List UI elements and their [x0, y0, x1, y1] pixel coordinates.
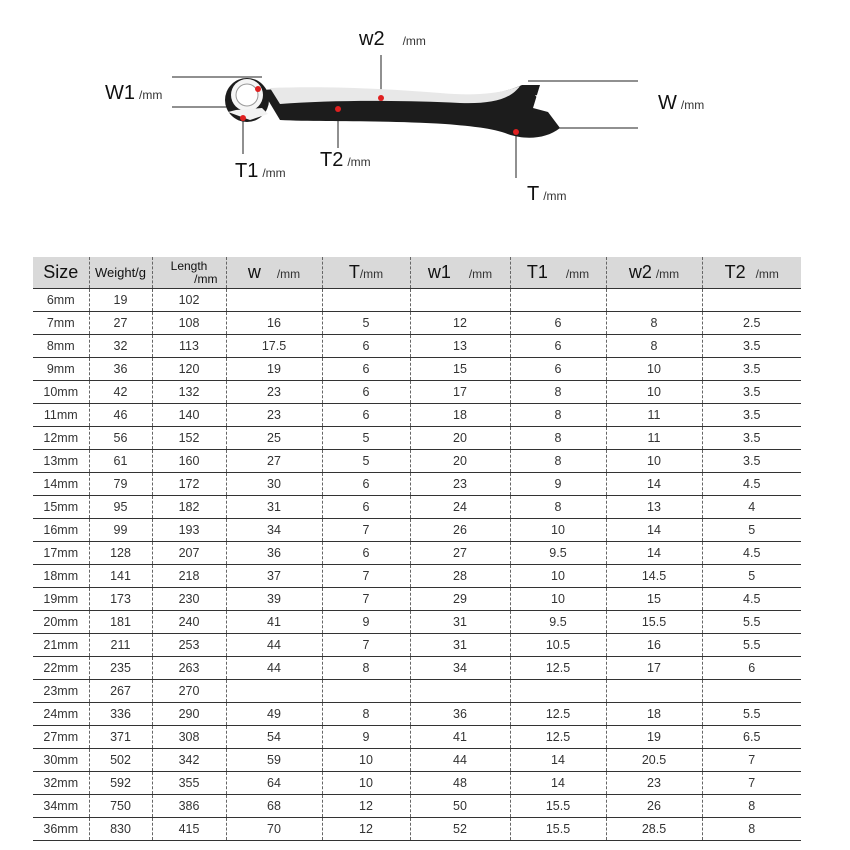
cell-T1: 15.5	[510, 818, 606, 841]
cell-w1: 31	[410, 611, 510, 634]
cell-T: 9	[322, 726, 410, 749]
cell-w: 16	[226, 312, 322, 335]
table-row	[33, 289, 801, 312]
cell-size: 17mm	[33, 542, 89, 565]
cell-w: 37	[226, 565, 322, 588]
header-T1: T1 /mm	[510, 257, 606, 289]
cell-size: 24mm	[33, 703, 89, 726]
cell-T1: 10.5	[510, 634, 606, 657]
cell-T2: 5.5	[702, 703, 801, 726]
cell-T	[322, 289, 410, 312]
table-row	[33, 473, 801, 496]
table-row	[33, 381, 801, 404]
cell-length: 290	[152, 703, 226, 726]
header-w: w /mm	[226, 257, 322, 289]
cell-length: 253	[152, 634, 226, 657]
cell-size: 27mm	[33, 726, 89, 749]
cell-T: 5	[322, 427, 410, 450]
cell-w	[226, 680, 322, 703]
cell-weight: 592	[89, 772, 152, 795]
cell-w1: 23	[410, 473, 510, 496]
cell-w1: 24	[410, 496, 510, 519]
cell-T2: 8	[702, 795, 801, 818]
cell-T2: 8	[702, 818, 801, 841]
cell-T1: 10	[510, 519, 606, 542]
cell-T: 6	[322, 404, 410, 427]
cell-w: 44	[226, 634, 322, 657]
cell-w: 17.5	[226, 335, 322, 358]
table-header-row	[33, 257, 801, 289]
table-row	[33, 588, 801, 611]
label-T2: T2 /mm	[320, 149, 371, 171]
cell-length: 308	[152, 726, 226, 749]
cell-w1: 27	[410, 542, 510, 565]
header-T: T/mm	[322, 257, 410, 289]
table-row	[33, 634, 801, 657]
cell-w1: 52	[410, 818, 510, 841]
table-row	[33, 726, 801, 749]
cell-length: 102	[152, 289, 226, 312]
cell-T2: 5.5	[702, 634, 801, 657]
cell-w2: 16	[606, 634, 702, 657]
cell-w1: 12	[410, 312, 510, 335]
cell-w2: 8	[606, 335, 702, 358]
table-row	[33, 657, 801, 680]
cell-w: 23	[226, 381, 322, 404]
cell-w: 36	[226, 542, 322, 565]
cell-T: 6	[322, 473, 410, 496]
cell-size: 34mm	[33, 795, 89, 818]
cell-w2: 28.5	[606, 818, 702, 841]
table-row	[33, 519, 801, 542]
cell-w1: 28	[410, 565, 510, 588]
cell-w2: 18	[606, 703, 702, 726]
label-W: W /mm	[658, 92, 705, 114]
cell-weight: 336	[89, 703, 152, 726]
cell-T1: 14	[510, 772, 606, 795]
cell-w2: 23	[606, 772, 702, 795]
table-row	[33, 565, 801, 588]
table-row	[33, 772, 801, 795]
cell-w2: 19	[606, 726, 702, 749]
cell-w: 30	[226, 473, 322, 496]
cell-T: 5	[322, 312, 410, 335]
cell-size: 23mm	[33, 680, 89, 703]
cell-length: 160	[152, 450, 226, 473]
cell-T1: 6	[510, 312, 606, 335]
cell-T: 6	[322, 496, 410, 519]
cell-T: 10	[322, 772, 410, 795]
cell-T: 6	[322, 542, 410, 565]
cell-T2: 6	[702, 657, 801, 680]
table-row	[33, 795, 801, 818]
wrench-diagram	[0, 0, 850, 230]
cell-w2: 11	[606, 404, 702, 427]
cell-length: 182	[152, 496, 226, 519]
cell-weight: 181	[89, 611, 152, 634]
cell-T: 9	[322, 611, 410, 634]
cell-length: 386	[152, 795, 226, 818]
cell-weight: 750	[89, 795, 152, 818]
cell-length: 120	[152, 358, 226, 381]
cell-T: 12	[322, 818, 410, 841]
cell-T: 6	[322, 358, 410, 381]
cell-w: 31	[226, 496, 322, 519]
cell-T: 8	[322, 657, 410, 680]
cell-weight: 173	[89, 588, 152, 611]
cell-T2: 7	[702, 772, 801, 795]
cell-w: 64	[226, 772, 322, 795]
cell-w: 34	[226, 519, 322, 542]
cell-w: 41	[226, 611, 322, 634]
cell-size: 19mm	[33, 588, 89, 611]
cell-length: 240	[152, 611, 226, 634]
table-row	[33, 496, 801, 519]
cell-weight: 141	[89, 565, 152, 588]
cell-size: 21mm	[33, 634, 89, 657]
cell-w2	[606, 289, 702, 312]
cell-T2: 3.5	[702, 381, 801, 404]
cell-T1: 10	[510, 565, 606, 588]
cell-weight: 235	[89, 657, 152, 680]
cell-T: 7	[322, 588, 410, 611]
cell-w: 39	[226, 588, 322, 611]
cell-T1: 12.5	[510, 726, 606, 749]
cell-w2: 15	[606, 588, 702, 611]
cell-weight: 79	[89, 473, 152, 496]
cell-length: 108	[152, 312, 226, 335]
cell-length: 172	[152, 473, 226, 496]
cell-T: 6	[322, 335, 410, 358]
cell-T1: 8	[510, 450, 606, 473]
cell-T: 5	[322, 450, 410, 473]
cell-weight: 32	[89, 335, 152, 358]
cell-w: 25	[226, 427, 322, 450]
cell-T2: 3.5	[702, 404, 801, 427]
cell-size: 12mm	[33, 427, 89, 450]
cell-w2: 13	[606, 496, 702, 519]
cell-T1	[510, 680, 606, 703]
cell-T2: 6.5	[702, 726, 801, 749]
cell-w1: 44	[410, 749, 510, 772]
cell-size: 6mm	[33, 289, 89, 312]
cell-length: 132	[152, 381, 226, 404]
cell-T1: 12.5	[510, 657, 606, 680]
cell-w: 44	[226, 657, 322, 680]
cell-T1: 8	[510, 427, 606, 450]
cell-length: 230	[152, 588, 226, 611]
cell-w1	[410, 680, 510, 703]
cell-w: 54	[226, 726, 322, 749]
cell-T2: 3.5	[702, 427, 801, 450]
cell-T1: 12.5	[510, 703, 606, 726]
cell-w2: 14	[606, 519, 702, 542]
cell-w2: 10	[606, 450, 702, 473]
cell-size: 22mm	[33, 657, 89, 680]
cell-T2: 5.5	[702, 611, 801, 634]
cell-T2: 4	[702, 496, 801, 519]
cell-T2: 3.5	[702, 335, 801, 358]
table-row	[33, 312, 801, 335]
cell-w1: 41	[410, 726, 510, 749]
table-row	[33, 404, 801, 427]
table-row	[33, 703, 801, 726]
cell-T2: 5	[702, 519, 801, 542]
cell-T1: 6	[510, 358, 606, 381]
cell-w1: 48	[410, 772, 510, 795]
table-row	[33, 450, 801, 473]
cell-w2	[606, 680, 702, 703]
cell-length: 140	[152, 404, 226, 427]
cell-w1: 15	[410, 358, 510, 381]
cell-length: 355	[152, 772, 226, 795]
cell-weight: 830	[89, 818, 152, 841]
cell-size: 10mm	[33, 381, 89, 404]
cell-weight: 99	[89, 519, 152, 542]
cell-length: 152	[152, 427, 226, 450]
cell-w	[226, 289, 322, 312]
cell-w1: 50	[410, 795, 510, 818]
cell-w: 49	[226, 703, 322, 726]
cell-T: 10	[322, 749, 410, 772]
cell-T: 8	[322, 703, 410, 726]
cell-length: 270	[152, 680, 226, 703]
cell-weight: 95	[89, 496, 152, 519]
cell-w: 70	[226, 818, 322, 841]
cell-w1	[410, 289, 510, 312]
cell-w2: 10	[606, 358, 702, 381]
cell-weight: 211	[89, 634, 152, 657]
table-row	[33, 611, 801, 634]
cell-T1: 8	[510, 381, 606, 404]
cell-weight: 371	[89, 726, 152, 749]
cell-size: 36mm	[33, 818, 89, 841]
cell-w2: 14	[606, 473, 702, 496]
header-length: Length /mm	[152, 257, 226, 289]
cell-T1: 10	[510, 588, 606, 611]
cell-T1: 9.5	[510, 542, 606, 565]
cell-w: 59	[226, 749, 322, 772]
cell-weight: 128	[89, 542, 152, 565]
cell-w2: 15.5	[606, 611, 702, 634]
cell-w: 27	[226, 450, 322, 473]
cell-size: 32mm	[33, 772, 89, 795]
label-w2: w2 /mm	[359, 28, 426, 50]
label-T: T /mm	[527, 183, 567, 205]
label-W1: W1 /mm	[105, 82, 163, 104]
cell-size: 18mm	[33, 565, 89, 588]
cell-w2: 17	[606, 657, 702, 680]
table-row	[33, 335, 801, 358]
cell-weight: 42	[89, 381, 152, 404]
cell-T: 7	[322, 634, 410, 657]
cell-T2: 4.5	[702, 542, 801, 565]
cell-T: 7	[322, 519, 410, 542]
cell-length: 415	[152, 818, 226, 841]
cell-T1: 8	[510, 496, 606, 519]
cell-w1: 17	[410, 381, 510, 404]
cell-size: 8mm	[33, 335, 89, 358]
cell-T2: 2.5	[702, 312, 801, 335]
cell-size: 16mm	[33, 519, 89, 542]
cell-T1: 9	[510, 473, 606, 496]
table-row	[33, 427, 801, 450]
cell-weight: 19	[89, 289, 152, 312]
cell-w2: 14	[606, 542, 702, 565]
cell-w1: 20	[410, 450, 510, 473]
cell-length: 207	[152, 542, 226, 565]
cell-length: 193	[152, 519, 226, 542]
cell-T1	[510, 289, 606, 312]
header-w2: w2 /mm	[606, 257, 702, 289]
cell-w: 19	[226, 358, 322, 381]
cell-weight: 502	[89, 749, 152, 772]
table-row	[33, 542, 801, 565]
cell-T1: 15.5	[510, 795, 606, 818]
wrench-icon	[225, 78, 562, 138]
label-T1: T1 /mm	[235, 160, 286, 182]
cell-w1: 20	[410, 427, 510, 450]
cell-T: 7	[322, 565, 410, 588]
cell-T2: 5	[702, 565, 801, 588]
cell-T2: 3.5	[702, 450, 801, 473]
cell-T2: 4.5	[702, 473, 801, 496]
table-row	[33, 818, 801, 841]
cell-T1: 6	[510, 335, 606, 358]
cell-w1: 34	[410, 657, 510, 680]
cell-w1: 36	[410, 703, 510, 726]
cell-size: 30mm	[33, 749, 89, 772]
cell-length: 113	[152, 335, 226, 358]
cell-T1: 9.5	[510, 611, 606, 634]
cell-w2: 26	[606, 795, 702, 818]
table-row	[33, 358, 801, 381]
cell-w: 23	[226, 404, 322, 427]
header-T2: T2 /mm	[702, 257, 801, 289]
cell-size: 7mm	[33, 312, 89, 335]
cell-T2: 3.5	[702, 358, 801, 381]
cell-T: 6	[322, 381, 410, 404]
cell-w: 68	[226, 795, 322, 818]
cell-T2: 4.5	[702, 588, 801, 611]
cell-w2: 8	[606, 312, 702, 335]
cell-length: 218	[152, 565, 226, 588]
cell-T: 12	[322, 795, 410, 818]
table-row	[33, 680, 801, 703]
cell-weight: 27	[89, 312, 152, 335]
cell-size: 20mm	[33, 611, 89, 634]
header-size: Size	[33, 257, 89, 289]
cell-T1: 14	[510, 749, 606, 772]
header-w1: w1 /mm	[410, 257, 510, 289]
cell-w2: 11	[606, 427, 702, 450]
cell-T2: 7	[702, 749, 801, 772]
cell-size: 15mm	[33, 496, 89, 519]
cell-size: 11mm	[33, 404, 89, 427]
cell-w1: 13	[410, 335, 510, 358]
cell-w2: 20.5	[606, 749, 702, 772]
cell-weight: 46	[89, 404, 152, 427]
header-weight: Weight/g	[89, 257, 152, 289]
cell-size: 13mm	[33, 450, 89, 473]
cell-w2: 10	[606, 381, 702, 404]
cell-length: 263	[152, 657, 226, 680]
spec-table	[33, 257, 801, 841]
cell-size: 14mm	[33, 473, 89, 496]
cell-weight: 61	[89, 450, 152, 473]
cell-weight: 267	[89, 680, 152, 703]
cell-w2: 14.5	[606, 565, 702, 588]
cell-weight: 56	[89, 427, 152, 450]
cell-size: 9mm	[33, 358, 89, 381]
cell-w1: 31	[410, 634, 510, 657]
cell-w1: 29	[410, 588, 510, 611]
cell-T	[322, 680, 410, 703]
cell-T2	[702, 680, 801, 703]
cell-weight: 36	[89, 358, 152, 381]
cell-w1: 18	[410, 404, 510, 427]
cell-w1: 26	[410, 519, 510, 542]
table-row	[33, 749, 801, 772]
cell-T1: 8	[510, 404, 606, 427]
cell-length: 342	[152, 749, 226, 772]
cell-T2	[702, 289, 801, 312]
